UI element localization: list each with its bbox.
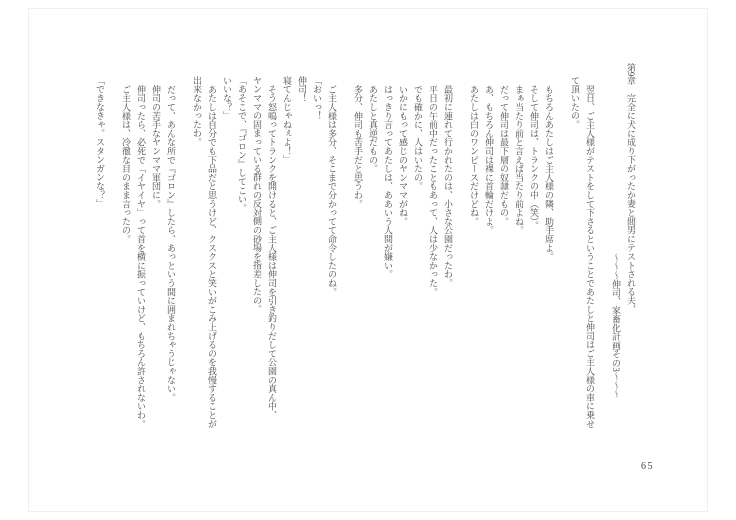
text-line: 最初に連れて行かれたのは、小さな公園だったわ。 (443, 85, 453, 288)
text-line: いかにもって感じのヤンママがね。 (398, 85, 408, 226)
text-line: 「おいっ！ (312, 76, 322, 121)
text-line: 翌日、ご主人様がテストをして下さるということであたしと伸司はご主人様の車に乗せ (585, 85, 595, 429)
page-text (92, 63, 638, 487)
text-line: でも確かに、人はいたの。 (413, 85, 423, 191)
page-number: 65 (641, 461, 654, 472)
chapter-subtitle: ～～～伸司、家畜化計画その3～～～ (611, 253, 621, 399)
text-line: ご主人様は、冷徹な目のまま言ったの。 (121, 85, 131, 244)
text-line: いいな？」 (222, 76, 232, 121)
text-line: だって、あんな所で『ゴロン』したら、あっという間に囲まれちゃうじゃない。 (166, 85, 176, 402)
text-line: 出来なかったわ。 (192, 76, 202, 147)
text-line: 「できなきゃ。スタンガンな？」 (95, 76, 105, 209)
text-line: あ、もちろん伸司は裸に首輪だけよ。 (484, 85, 494, 235)
text-line: そして伸司は、トランクの中（笑）。 (529, 85, 539, 231)
text-line: て頂いたの。 (570, 76, 580, 129)
text-line: 伸司ったら、必死で「イヤイヤ」って首を横に振っていけど、もちろん許されないわ。 (136, 85, 146, 429)
text-line: あたしと真逆だもの。 (368, 85, 378, 174)
text-line: ご主人様は多分、そこまで分かってて命令したのね。 (327, 85, 337, 297)
text-line: あたしは白のワンピースだけどね。 (469, 85, 479, 226)
text-line: そう怒鳴ってトランクを開けると、ご主人様は伸司を引き釣りだして公園の真ん中、 (267, 85, 277, 420)
text-line: あたしは自分でも下品だと思うけど、クスクスと笑いがこみ上げるのを我慢することが (207, 85, 217, 429)
text-line: 多分、伸司も苦手だと思うわ。 (353, 85, 363, 209)
chapter-title: 第9章 完全に犬に成り下がったか妻と間男にテストされる夫、 (626, 63, 636, 314)
text-line: まぁ当たり前と言えば当たり前よね。 (514, 85, 524, 235)
text-line: はっきり言ってあたしは、ああいう人間が嫌い。 (383, 85, 393, 279)
text-line: 伸司の苦手なヤンママ軍団に。 (151, 85, 161, 209)
text-line: 寝てんじゃねぇよ！」 (282, 76, 292, 165)
text-line: ヤンママの固まっている群れの反対側の砂場を指差したの。 (252, 76, 262, 314)
text-line: 「あそこで、『ゴロン』してこい。 (237, 76, 247, 213)
text-line: もちろんあたしはご主人様の隣、助手席よ。 (544, 85, 554, 262)
text-line: だって伸司は最下層の奴隷だもの。 (499, 85, 509, 226)
text-line: 伸司！ (297, 76, 307, 103)
text-line: 平日の午前中だったこともあって、人は少なかった。 (428, 85, 438, 297)
